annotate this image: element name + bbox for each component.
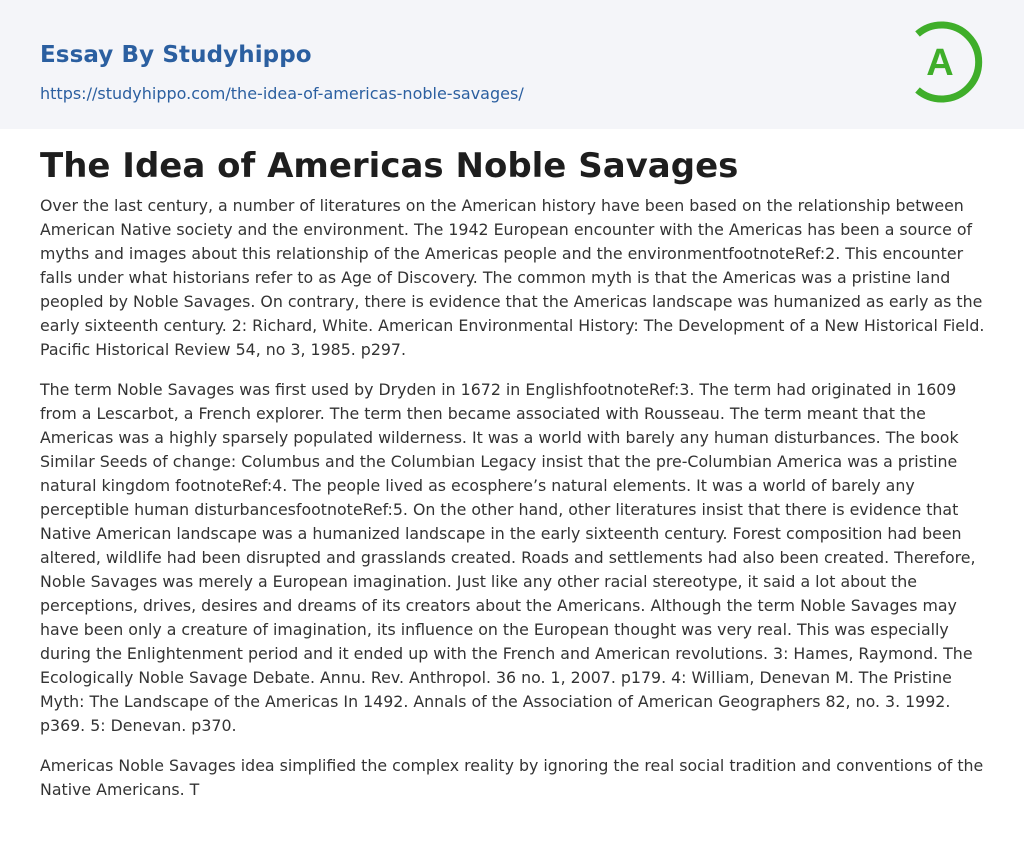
logo-letter: A	[926, 42, 954, 84]
paragraph: Americas Noble Savages idea simplified the complex reality by ignoring the real social tradition and conventions of the Native Americans. T	[40, 756, 984, 799]
essay-title: The Idea of Americas Noble Savages	[40, 146, 739, 186]
essay-body	[40, 194, 990, 818]
paragraph: The term Noble Savages was first used by Dryden in 1672 in EnglishfootnoteRef:3. The term had originated in 1609 from a Lescarbot, a French explorer. The term then became associated with Rousseau. The term meant that the Americas was a highly sparsely populated wilderness. It was a world with barely any human disturbances. The book Similar Seeds of change: Columbus and the Columbian Legacy insist that the pre-Columbian America was a pristine natural kingdom footnoteRef:4. The people lived as ecosphere’s natural elements. It was a world of barely any perceptible human disturbancesfootnoteRef:5. On the other hand, other literatures insist that there is evidence that Native American landscape was a humanized landscape in the early sixteenth century. Forest composition had been altered, wildlife had been disrupted and grasslands created. Roads and settlements had also been created. Therefore, Noble Savages was merely a European imagination. Just like any other racial stereotype, it said a lot about the perceptions, drives, desires and dreams of its creators about the Americans. Although the term Noble Savages may have been only a creature of imagination, its influence on the European thought was very real. This was especially during the Enlightenment period and it ended up with the French and American revolutions. 3: Hames, Raymond. The Ecologically Noble Savage Debate. Annu. Rev. Anthropol. 36 no. 1, 2007. p179. 4: William, Denevan M. The Pristine Myth: The Landscape of the Americas In 1492. Annals of the Association of American Geographers 82, no. 3. 1992. p369. 5: Denevan. p370.	[40, 380, 976, 735]
studyhippo-logo-icon[interactable]	[910, 18, 988, 106]
paragraph: Over the last century, a number of literatures on the American history have been based on the relationship between American Native society and the environment. The 1942 European encounter with the Americas has been a source of myths and images about this relationship of the Americas people and the environmentfootnoteRef:2. This encounter falls under what historians refer to as Age of Discovery. The common myth is that the Americas was a pristine land peopled by Noble Savages. On contrary, there is evidence that the Americas landscape was humanized as early as the early sixteenth century. 2: Richard, White. American Environmental History: The Development of a New Historical Field. Pacific Historical Review 54, no 3, 1985. p297.	[40, 196, 985, 359]
site-header	[0, 0, 1024, 129]
essay-url-link[interactable]: https://studyhippo.com/the-idea-of-americas-noble-savages/	[40, 84, 524, 103]
site-brand[interactable]: Essay By Studyhippo	[40, 42, 312, 68]
